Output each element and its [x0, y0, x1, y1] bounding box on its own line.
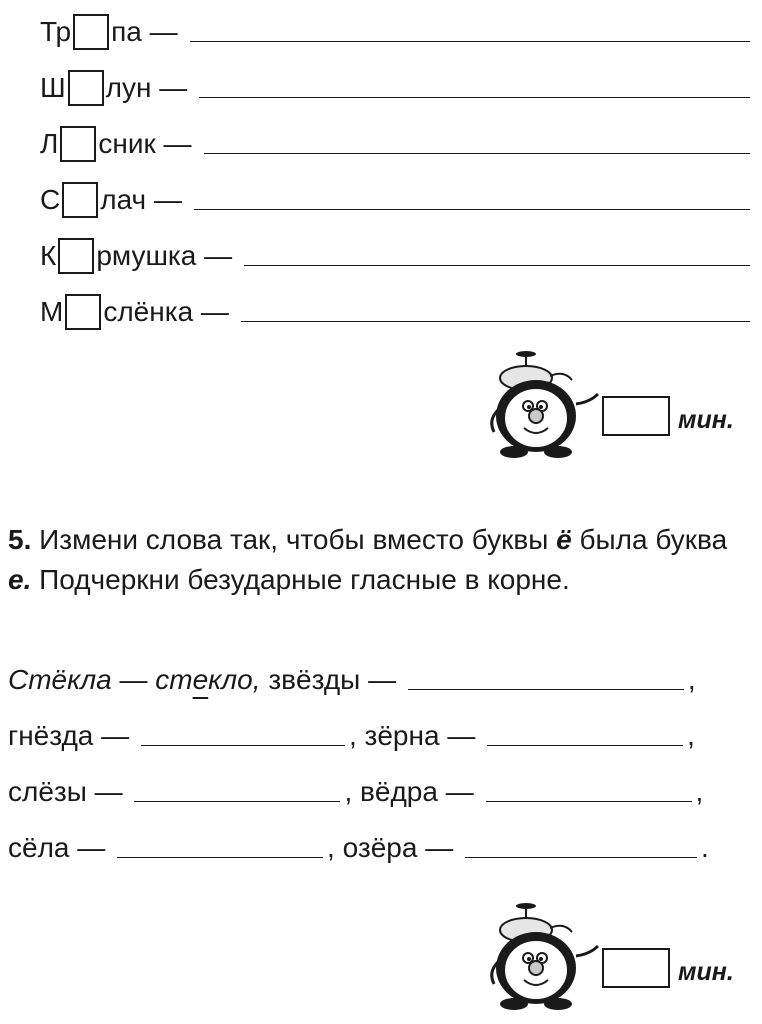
word-end: лун —: [105, 72, 188, 103]
timer: [484, 900, 762, 1020]
answer-line[interactable]: [486, 801, 692, 802]
word: гнёзда —: [8, 720, 137, 751]
word-start: Ш: [40, 72, 66, 103]
letter-box[interactable]: [60, 126, 96, 162]
letter-box[interactable]: [65, 294, 101, 330]
word-end: лач —: [100, 184, 182, 215]
separator: ,: [348, 720, 365, 751]
exercise-row: [8, 766, 750, 806]
answer-line[interactable]: [199, 97, 750, 98]
fill-row: [40, 286, 750, 326]
letter-box[interactable]: [68, 70, 104, 106]
clock-icon: [484, 900, 604, 1012]
separator: ,: [344, 776, 360, 807]
answer-line[interactable]: [134, 801, 340, 802]
unstressed-vowel: е: [192, 664, 209, 695]
example-answer: стекло,: [155, 664, 261, 695]
answer-line[interactable]: [190, 41, 750, 42]
answer-line[interactable]: [117, 857, 323, 858]
minutes-box[interactable]: [602, 948, 670, 988]
word-start: Л: [40, 128, 59, 159]
answer-line[interactable]: [244, 265, 750, 266]
answer-line[interactable]: [408, 689, 684, 690]
exercise-row: [8, 822, 750, 862]
word: сёла —: [8, 832, 114, 863]
fill-row: [40, 62, 750, 102]
letter-box[interactable]: [58, 238, 94, 274]
task-text: была буква: [571, 524, 728, 555]
fill-row: [40, 118, 750, 158]
minutes-box[interactable]: [602, 396, 670, 436]
word-start: С: [40, 184, 61, 215]
answer-line[interactable]: [241, 321, 750, 322]
letter-e: е.: [8, 564, 32, 595]
punct: ,: [687, 664, 696, 695]
letter-yo: ё: [556, 524, 572, 555]
example-dash: —: [111, 664, 156, 695]
answer-line[interactable]: [204, 153, 750, 154]
punct: ,: [687, 720, 695, 751]
timer: [484, 348, 762, 468]
separator: ,: [327, 832, 343, 863]
fill-row: [40, 174, 750, 214]
letter-box[interactable]: [62, 182, 98, 218]
next-word: звёзды —: [260, 664, 404, 695]
word-start: М: [40, 296, 64, 327]
task-text: Измени слова так, чтобы вместо буквы: [31, 524, 557, 555]
example-row: [8, 654, 750, 694]
word-end: па —: [111, 16, 178, 47]
word: озёра —: [342, 832, 461, 863]
word: зёрна —: [364, 720, 484, 751]
clock-icon: [484, 348, 604, 460]
word: слёзы —: [8, 776, 131, 807]
answer-line[interactable]: [487, 745, 683, 746]
answer-line[interactable]: [194, 209, 750, 210]
minutes-label: мин.: [678, 406, 734, 434]
word-start: Тр: [40, 16, 72, 47]
word-end: рмушка —: [96, 240, 233, 271]
fill-row: [40, 6, 750, 46]
minutes-label: мин.: [678, 958, 734, 986]
fill-row: [40, 230, 750, 270]
task-5-instruction: [8, 520, 752, 600]
answer-line[interactable]: [465, 857, 697, 858]
word: вёдра —: [360, 776, 482, 807]
letter-box[interactable]: [73, 14, 109, 50]
answer-line[interactable]: [141, 745, 345, 746]
word-end: слёнка —: [103, 296, 229, 327]
example-word: Стёкла: [8, 664, 112, 695]
word-end: сник —: [98, 128, 192, 159]
word-start: К: [40, 240, 57, 271]
task-text: Подчеркни безударные гласные в корне.: [31, 564, 570, 595]
task-number: 5.: [8, 524, 32, 555]
punct: ,: [695, 776, 704, 807]
punct: .: [700, 832, 709, 863]
exercise-row: [8, 710, 750, 750]
